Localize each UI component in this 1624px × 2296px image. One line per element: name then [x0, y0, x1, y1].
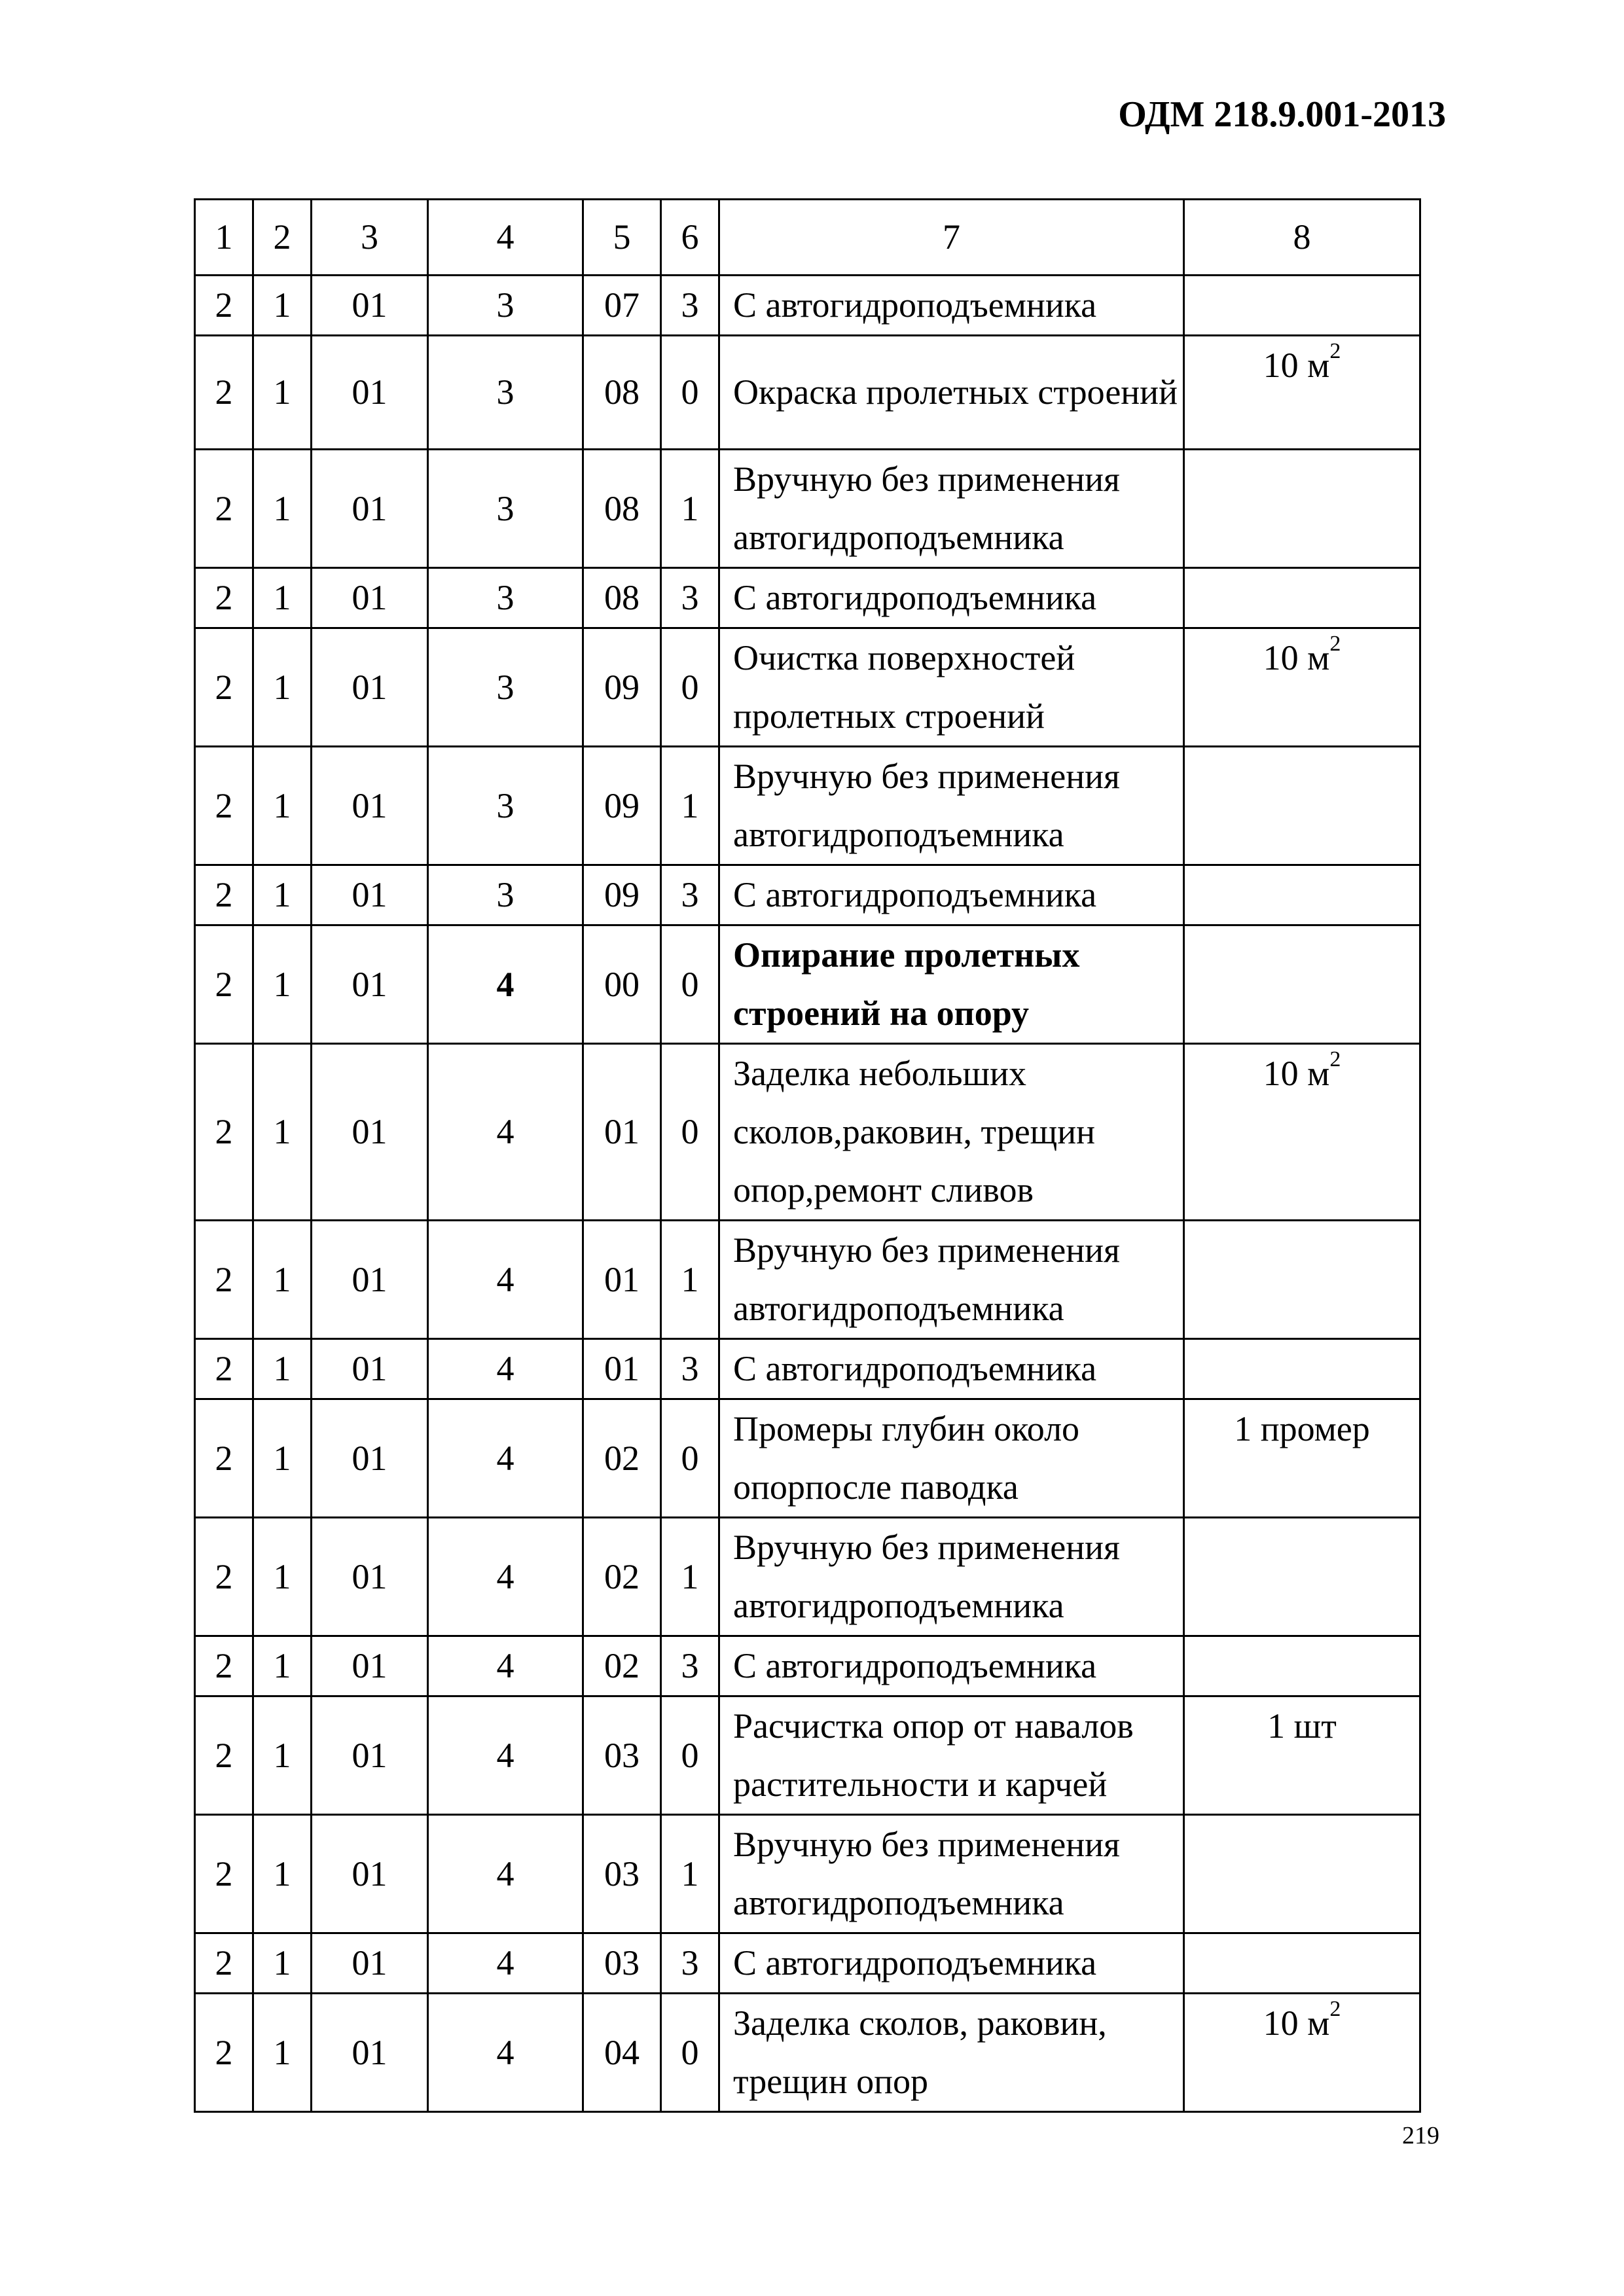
unit-cell	[1184, 1221, 1420, 1339]
code-cell-col-3: 01	[312, 276, 428, 336]
column-number: 6	[661, 200, 719, 276]
code-cell-col-5: 09	[583, 747, 661, 865]
code-cell-col-3: 01	[312, 336, 428, 450]
work-name-cell: С автогидроподъемника	[719, 1636, 1184, 1696]
work-name-cell: Очистка поверхностей пролетных строений	[719, 628, 1184, 747]
code-cell-col-2: 1	[253, 1399, 312, 1518]
code-cell-col-5: 08	[583, 568, 661, 628]
code-cell-col-3: 01	[312, 925, 428, 1044]
unit-label: 1 шт	[1267, 1706, 1337, 1746]
code-cell-col-3: 01	[312, 1399, 428, 1518]
code-cell-col-2: 1	[253, 628, 312, 747]
table-row	[195, 276, 1420, 336]
code-cell-col-1: 2	[195, 1399, 253, 1518]
unit-label: 10 м	[1263, 1054, 1330, 1093]
code-cell-col-5: 09	[583, 628, 661, 747]
unit-label: 10 м	[1263, 346, 1330, 385]
code-cell-col-1: 2	[195, 1994, 253, 2112]
code-cell-col-6: 0	[661, 1399, 719, 1518]
code-cell-col-5: 01	[583, 1339, 661, 1399]
code-cell-col-2: 1	[253, 1221, 312, 1339]
code-cell-col-3: 01	[312, 628, 428, 747]
table-row	[195, 1994, 1420, 2112]
table-row	[195, 1044, 1420, 1221]
code-cell-col-5: 08	[583, 450, 661, 568]
code-cell-col-2: 1	[253, 336, 312, 450]
table-row	[195, 628, 1420, 747]
code-cell-col-1: 2	[195, 1933, 253, 1994]
table-row	[195, 1815, 1420, 1933]
code-cell-col-1: 2	[195, 1815, 253, 1933]
code-cell-col-1: 2	[195, 1221, 253, 1339]
code-cell-col-5: 03	[583, 1696, 661, 1815]
code-cell-col-6: 3	[661, 1339, 719, 1399]
code-cell-col-5: 02	[583, 1636, 661, 1696]
work-name-cell: Окраска пролетных строений	[719, 336, 1184, 450]
code-cell-col-2: 1	[253, 1933, 312, 1994]
code-cell-col-6: 3	[661, 568, 719, 628]
code-cell-col-3: 01	[312, 1994, 428, 2112]
unit-cell	[1184, 1815, 1420, 1933]
table-row	[195, 568, 1420, 628]
code-cell-col-1: 2	[195, 628, 253, 747]
unit-cell	[1184, 865, 1420, 925]
work-name-cell: Вручную без применения автогидроподъемника	[719, 1518, 1184, 1636]
work-name-cell: Промеры глубин около опорпосле паводка	[719, 1399, 1184, 1518]
code-cell-col-4: 4	[428, 1994, 583, 2112]
work-name-cell: Опирание пролетных строений на опору	[719, 925, 1184, 1044]
column-number: 4	[428, 200, 583, 276]
code-cell-col-2: 1	[253, 1994, 312, 2112]
unit-cell	[1184, 1044, 1420, 1221]
code-cell-col-4: 4	[428, 1636, 583, 1696]
code-cell-col-4: 4	[428, 1933, 583, 1994]
code-cell-col-4: 3	[428, 628, 583, 747]
code-cell-col-1: 2	[195, 1636, 253, 1696]
code-cell-col-3: 01	[312, 450, 428, 568]
table-row	[195, 1696, 1420, 1815]
unit-cell	[1184, 1994, 1420, 2112]
code-cell-col-1: 2	[195, 865, 253, 925]
code-cell-col-2: 1	[253, 1696, 312, 1815]
column-number: 5	[583, 200, 661, 276]
unit-cell	[1184, 1636, 1420, 1696]
unit-cell	[1184, 450, 1420, 568]
code-cell-col-6: 0	[661, 628, 719, 747]
code-cell-col-2: 1	[253, 1636, 312, 1696]
code-cell-col-1: 2	[195, 1044, 253, 1221]
work-name-cell: Заделка сколов, раковин, трещин опор	[719, 1994, 1184, 2112]
code-cell-col-4: 4	[428, 1815, 583, 1933]
table-row	[195, 747, 1420, 865]
code-cell-col-3: 01	[312, 1339, 428, 1399]
table-row	[195, 865, 1420, 925]
code-cell-col-6: 1	[661, 747, 719, 865]
table-row	[195, 1933, 1420, 1994]
code-cell-col-6: 1	[661, 1518, 719, 1636]
code-cell-col-1: 2	[195, 925, 253, 1044]
code-cell-col-4: 3	[428, 568, 583, 628]
code-cell-col-4: 4	[428, 1518, 583, 1636]
work-name-cell: Вручную без применения автогидроподъемника	[719, 450, 1184, 568]
code-cell-col-3: 01	[312, 1636, 428, 1696]
unit-cell	[1184, 336, 1420, 450]
code-cell-col-5: 03	[583, 1815, 661, 1933]
code-cell-col-1: 2	[195, 1339, 253, 1399]
code-cell-col-3: 01	[312, 568, 428, 628]
table-row	[195, 1518, 1420, 1636]
code-cell-col-4: 3	[428, 336, 583, 450]
column-number: 3	[312, 200, 428, 276]
code-cell-col-3: 01	[312, 1696, 428, 1815]
code-cell-col-3: 01	[312, 1933, 428, 1994]
code-cell-col-2: 1	[253, 1339, 312, 1399]
code-cell-col-6: 3	[661, 1636, 719, 1696]
code-cell-col-1: 2	[195, 336, 253, 450]
code-cell-col-5: 02	[583, 1399, 661, 1518]
unit-cell	[1184, 1518, 1420, 1636]
work-name-cell: С автогидроподъемника	[719, 865, 1184, 925]
code-cell-col-6: 0	[661, 1044, 719, 1221]
unit-label: 1 промер	[1234, 1409, 1370, 1448]
unit-cell	[1184, 276, 1420, 336]
code-cell-col-3: 01	[312, 1044, 428, 1221]
unit-cell	[1184, 1696, 1420, 1815]
code-cell-col-5: 09	[583, 865, 661, 925]
code-cell-col-4: 3	[428, 276, 583, 336]
code-cell-col-4: 4	[428, 1399, 583, 1518]
unit-exponent: 2	[1329, 339, 1341, 364]
code-cell-col-6: 1	[661, 1221, 719, 1339]
work-name-cell: С автогидроподъемника	[719, 568, 1184, 628]
column-number: 8	[1184, 200, 1420, 276]
column-number: 7	[719, 200, 1184, 276]
table-row	[195, 336, 1420, 450]
code-cell-col-4: 3	[428, 450, 583, 568]
code-cell-col-5: 01	[583, 1221, 661, 1339]
page-number: 219	[1402, 2122, 1439, 2149]
work-name-cell: Вручную без применения автогидроподъемника	[719, 1815, 1184, 1933]
code-cell-col-4: 4	[428, 1696, 583, 1815]
code-cell-col-3: 01	[312, 1815, 428, 1933]
code-cell-col-5: 03	[583, 1933, 661, 1994]
work-name-cell: Расчистка опор от навалов растительности и карчей	[719, 1696, 1184, 1815]
unit-label: 10 м	[1263, 2003, 1330, 2043]
code-cell-col-3: 01	[312, 1518, 428, 1636]
table-body	[195, 200, 1420, 2112]
work-name-cell: Вручную без применения автогидроподъемника	[719, 1221, 1184, 1339]
unit-cell	[1184, 628, 1420, 747]
code-cell-col-4: 4	[428, 925, 583, 1044]
column-number: 1	[195, 200, 253, 276]
code-cell-col-1: 2	[195, 568, 253, 628]
work-codes-table	[194, 198, 1421, 2113]
unit-cell	[1184, 1339, 1420, 1399]
code-cell-col-6: 3	[661, 276, 719, 336]
table-row	[195, 450, 1420, 568]
code-cell-col-4: 3	[428, 865, 583, 925]
work-name-cell: С автогидроподъемника	[719, 1933, 1184, 1994]
table-row	[195, 1339, 1420, 1399]
code-cell-col-2: 1	[253, 276, 312, 336]
table-row	[195, 1399, 1420, 1518]
code-cell-col-6: 3	[661, 1933, 719, 1994]
code-cell-col-2: 1	[253, 450, 312, 568]
code-cell-col-5: 08	[583, 336, 661, 450]
work-name-cell: С автогидроподъемника	[719, 1339, 1184, 1399]
unit-exponent: 2	[1329, 632, 1341, 656]
code-cell-col-5: 04	[583, 1994, 661, 2112]
code-cell-col-6: 0	[661, 1994, 719, 2112]
code-cell-col-2: 1	[253, 747, 312, 865]
work-name-cell: Вручную без применения автогидроподъемника	[719, 747, 1184, 865]
code-cell-col-2: 1	[253, 865, 312, 925]
code-cell-col-2: 1	[253, 1044, 312, 1221]
code-cell-col-1: 2	[195, 1696, 253, 1815]
table-row	[195, 1636, 1420, 1696]
code-cell-col-3: 01	[312, 747, 428, 865]
unit-label: 10 м	[1263, 638, 1330, 677]
code-cell-col-6: 0	[661, 1696, 719, 1815]
unit-cell	[1184, 1399, 1420, 1518]
code-cell-col-6: 1	[661, 1815, 719, 1933]
code-cell-col-5: 02	[583, 1518, 661, 1636]
code-cell-col-1: 2	[195, 450, 253, 568]
code-cell-col-1: 2	[195, 747, 253, 865]
code-cell-col-2: 1	[253, 568, 312, 628]
unit-cell	[1184, 568, 1420, 628]
unit-exponent: 2	[1329, 1997, 1341, 2022]
column-number-row	[195, 200, 1420, 276]
code-cell-col-3: 01	[312, 1221, 428, 1339]
work-name-cell: Заделка небольших сколов,раковин, трещин опор,ремонт сливов	[719, 1044, 1184, 1221]
table-row	[195, 925, 1420, 1044]
work-name-cell: С автогидроподъемника	[719, 276, 1184, 336]
code-cell-col-6: 0	[661, 336, 719, 450]
code-cell-col-4: 4	[428, 1221, 583, 1339]
code-cell-col-6: 1	[661, 450, 719, 568]
code-cell-col-3: 01	[312, 865, 428, 925]
code-cell-col-5: 07	[583, 276, 661, 336]
unit-cell	[1184, 925, 1420, 1044]
unit-cell	[1184, 747, 1420, 865]
code-cell-col-4: 4	[428, 1044, 583, 1221]
code-cell-col-1: 2	[195, 276, 253, 336]
unit-cell	[1184, 1933, 1420, 1994]
code-cell-col-5: 00	[583, 925, 661, 1044]
code-cell-col-2: 1	[253, 1518, 312, 1636]
code-cell-col-4: 3	[428, 747, 583, 865]
code-cell-col-5: 01	[583, 1044, 661, 1221]
code-cell-col-6: 3	[661, 865, 719, 925]
code-cell-col-6: 0	[661, 925, 719, 1044]
unit-exponent: 2	[1329, 1047, 1341, 1072]
column-number: 2	[253, 200, 312, 276]
code-cell-col-2: 1	[253, 1815, 312, 1933]
table-row	[195, 1221, 1420, 1339]
code-cell-col-2: 1	[253, 925, 312, 1044]
code-cell-col-1: 2	[195, 1518, 253, 1636]
code-cell-col-4: 4	[428, 1339, 583, 1399]
document-code: ОДМ 218.9.001-2013	[1118, 94, 1446, 135]
